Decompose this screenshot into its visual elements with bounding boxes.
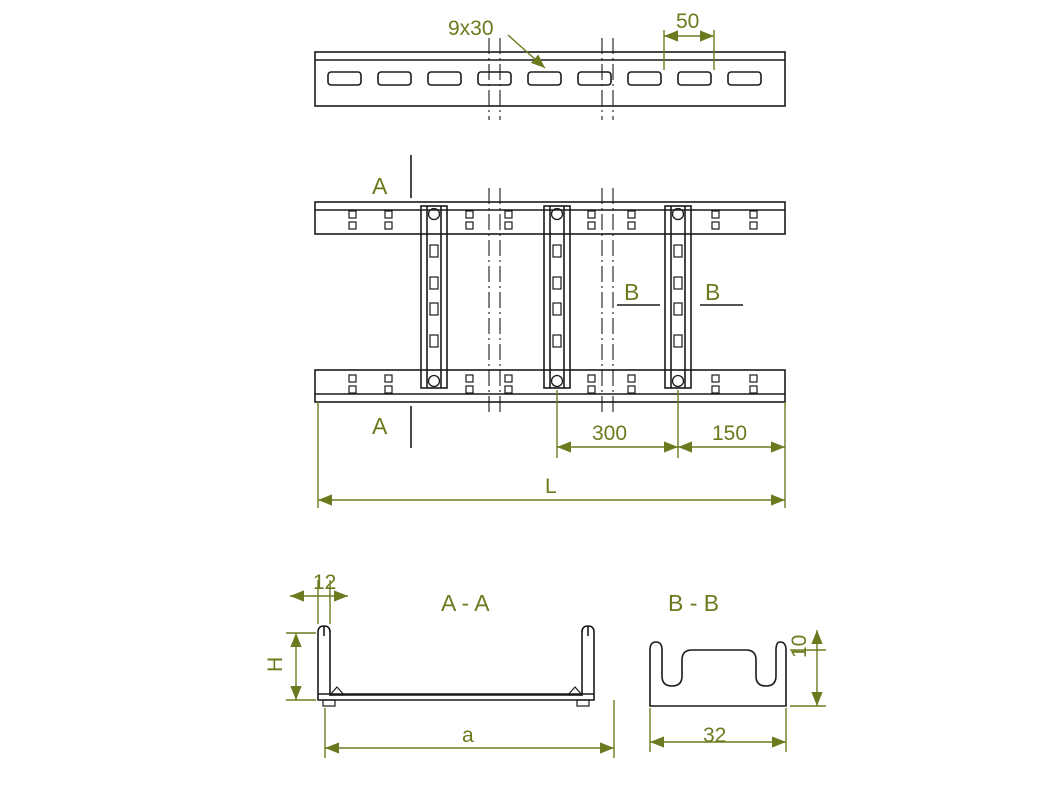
dim-height: H [264, 656, 287, 672]
dim-slot-pitch: 50 [676, 10, 700, 33]
dim-depth: 10 [788, 634, 811, 658]
dim-slot-size: 9x30 [448, 17, 494, 40]
break-line [489, 38, 613, 120]
section-title-aa: A - A [441, 590, 490, 616]
section-title-bb: B - B [668, 590, 720, 616]
dim-width-a: a [462, 724, 474, 747]
section-letter-b-left: B [624, 279, 640, 305]
section-bb-profile [650, 642, 786, 706]
dim-width-32: 32 [703, 724, 727, 747]
section-letter-b-right: B [705, 279, 721, 305]
dim-rung-spacing: 300 [592, 422, 628, 445]
section-letter-a-bottom: A [372, 413, 388, 439]
dim-length: L [545, 475, 557, 498]
section-aa-profile [318, 626, 594, 706]
dim-flange: 12 [313, 571, 337, 594]
section-letter-a-top: A [372, 173, 388, 199]
dim-end-spacing: 150 [712, 422, 748, 445]
